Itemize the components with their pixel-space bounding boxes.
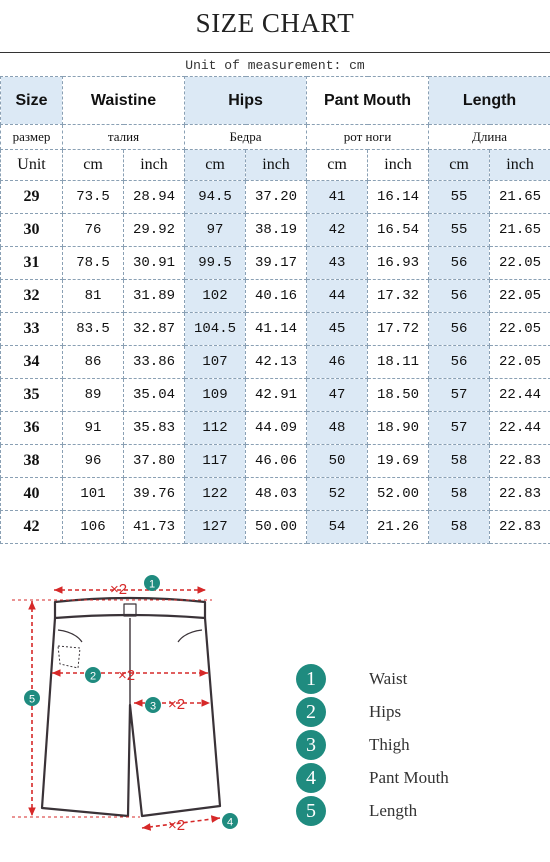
cell-length-cm: 55 (429, 214, 490, 247)
cell-waist-cm: 86 (63, 346, 124, 379)
cell-pant-mouth-inch: 16.54 (368, 214, 429, 247)
marker-2-label: 2 (89, 670, 97, 683)
cell-length-inch: 22.44 (490, 379, 550, 412)
legend-number-badge: 4 (296, 763, 326, 793)
unit-cm: cm (63, 150, 124, 181)
cell-waist-cm: 78.5 (63, 247, 124, 280)
cell-hips-cm: 107 (185, 346, 246, 379)
table-row (1, 247, 550, 280)
table-row (1, 280, 550, 313)
ru-header-waist: талия (63, 125, 185, 150)
cell-pant-mouth-cm: 52 (307, 478, 368, 511)
cell-waist-cm: 89 (63, 379, 124, 412)
cell-pant-mouth-cm: 44 (307, 280, 368, 313)
cell-hips-cm: 112 (185, 412, 246, 445)
cell-hips-inch: 39.17 (246, 247, 307, 280)
cell-waist-cm: 91 (63, 412, 124, 445)
header-length: Length (429, 77, 550, 125)
marker-5-label: 5 (28, 693, 36, 706)
cell-pant-mouth-cm: 45 (307, 313, 368, 346)
cell-length-cm: 57 (429, 379, 490, 412)
cell-waist-inch: 29.92 (124, 214, 185, 247)
cell-pant-mouth-inch: 21.26 (368, 511, 429, 544)
marker-4-label: 4 (226, 816, 234, 829)
table-row (1, 346, 550, 379)
cell-waist-inch: 30.91 (124, 247, 185, 280)
table-row (1, 511, 550, 544)
cell-waist-cm: 76 (63, 214, 124, 247)
cell-hips-cm: 109 (185, 379, 246, 412)
cell-hips-inch: 46.06 (246, 445, 307, 478)
hips-multiplier: ×2 (118, 667, 136, 684)
header-row (1, 77, 550, 125)
cell-waist-inch: 32.87 (124, 313, 185, 346)
cell-waist-cm: 83.5 (63, 313, 124, 346)
shorts-measurement-diagram (0, 560, 550, 860)
cell-waist-inch: 35.83 (124, 412, 185, 445)
cell-size: 33 (1, 313, 63, 346)
cell-hips-inch: 38.19 (246, 214, 307, 247)
table-row (1, 412, 550, 445)
cell-waist-inch: 37.80 (124, 445, 185, 478)
cell-hips-cm: 94.5 (185, 181, 246, 214)
unit-inch: inch (490, 150, 550, 181)
ru-header-hips: Бедра (185, 125, 307, 150)
ru-header-pant-mouth: рот ноги (307, 125, 429, 150)
cell-pant-mouth-inch: 18.11 (368, 346, 429, 379)
cell-pant-mouth-cm: 43 (307, 247, 368, 280)
cell-pant-mouth-inch: 16.14 (368, 181, 429, 214)
table-row (1, 313, 550, 346)
cell-length-cm: 55 (429, 181, 490, 214)
cell-size: 31 (1, 247, 63, 280)
cell-pant-mouth-inch: 16.93 (368, 247, 429, 280)
cell-length-cm: 56 (429, 313, 490, 346)
cell-length-inch: 22.05 (490, 313, 550, 346)
cell-pant-mouth-cm: 54 (307, 511, 368, 544)
cell-hips-inch: 48.03 (246, 478, 307, 511)
cell-hips-inch: 37.20 (246, 181, 307, 214)
cell-hips-inch: 50.00 (246, 511, 307, 544)
cell-hips-inch: 42.13 (246, 346, 307, 379)
cell-length-cm: 58 (429, 478, 490, 511)
cell-length-inch: 22.44 (490, 412, 550, 445)
cell-length-inch: 22.05 (490, 280, 550, 313)
marker-1-label: 1 (148, 578, 156, 591)
cell-pant-mouth-inch: 18.90 (368, 412, 429, 445)
cell-hips-cm: 127 (185, 511, 246, 544)
cell-pant-mouth-cm: 41 (307, 181, 368, 214)
cell-waist-cm: 96 (63, 445, 124, 478)
cell-hips-cm: 117 (185, 445, 246, 478)
cell-length-inch: 22.05 (490, 247, 550, 280)
legend-number-badge: 3 (296, 730, 326, 760)
cell-hips-inch: 40.16 (246, 280, 307, 313)
cell-pant-mouth-inch: 17.72 (368, 313, 429, 346)
cell-length-inch: 22.05 (490, 346, 550, 379)
legend-label: Hips (369, 702, 402, 721)
cell-length-inch: 22.83 (490, 511, 550, 544)
cell-length-cm: 56 (429, 280, 490, 313)
header-pant-mouth: Pant Mouth (307, 77, 429, 125)
cell-pant-mouth-cm: 48 (307, 412, 368, 445)
cell-hips-cm: 102 (185, 280, 246, 313)
cell-waist-inch: 28.94 (124, 181, 185, 214)
cell-hips-inch: 42.91 (246, 379, 307, 412)
cell-length-cm: 57 (429, 412, 490, 445)
cell-length-inch: 22.83 (490, 445, 550, 478)
unit-inch: inch (246, 150, 307, 181)
cell-waist-inch: 35.04 (124, 379, 185, 412)
cell-hips-inch: 41.14 (246, 313, 307, 346)
cell-size: 35 (1, 379, 63, 412)
cell-length-inch: 21.65 (490, 181, 550, 214)
table-row (1, 445, 550, 478)
cell-pant-mouth-cm: 46 (307, 346, 368, 379)
cell-pant-mouth-inch: 52.00 (368, 478, 429, 511)
cell-waist-inch: 41.73 (124, 511, 185, 544)
cell-size: 42 (1, 511, 63, 544)
cell-pant-mouth-cm: 50 (307, 445, 368, 478)
cell-waist-cm: 101 (63, 478, 124, 511)
legend-number-badge: 1 (296, 664, 326, 694)
ru-header-size: размер (1, 125, 63, 150)
unit-label: Unit (1, 150, 63, 181)
ru-header-length: Длина (429, 125, 550, 150)
cell-size: 30 (1, 214, 63, 247)
unit-cm: cm (429, 150, 490, 181)
table-row (1, 478, 550, 511)
legend-number-badge: 5 (296, 796, 326, 826)
legend-label: Length (369, 801, 418, 820)
cell-size: 40 (1, 478, 63, 511)
units-row (1, 150, 550, 181)
cell-length-inch: 21.65 (490, 214, 550, 247)
cell-pant-mouth-inch: 18.50 (368, 379, 429, 412)
pant-mouth-multiplier: ×2 (168, 817, 186, 834)
cell-hips-cm: 99.5 (185, 247, 246, 280)
cell-hips-inch: 44.09 (246, 412, 307, 445)
cell-waist-cm: 106 (63, 511, 124, 544)
cell-pant-mouth-cm: 42 (307, 214, 368, 247)
cell-hips-cm: 104.5 (185, 313, 246, 346)
cell-waist-inch: 31.89 (124, 280, 185, 313)
cell-waist-cm: 73.5 (63, 181, 124, 214)
cell-size: 34 (1, 346, 63, 379)
cell-pant-mouth-inch: 17.32 (368, 280, 429, 313)
unit-inch: inch (124, 150, 185, 181)
marker-3-label: 3 (149, 700, 157, 713)
cell-length-cm: 56 (429, 346, 490, 379)
legend-number-badge: 2 (296, 697, 326, 727)
shorts-outline (42, 598, 220, 816)
page-title: SIZE CHART (195, 8, 355, 38)
cell-size: 29 (1, 181, 63, 214)
cell-size: 36 (1, 412, 63, 445)
size-chart-table (0, 76, 550, 544)
header-hips: Hips (185, 77, 307, 125)
table-row (1, 181, 550, 214)
header-size: Size (1, 77, 63, 125)
russian-header-row (1, 125, 550, 150)
legend-label: Thigh (369, 735, 410, 754)
waist-multiplier: ×2 (110, 581, 128, 598)
unit-note: Unit of measurement: cm (185, 58, 365, 73)
cell-length-cm: 58 (429, 511, 490, 544)
unit-inch: inch (368, 150, 429, 181)
table-row (1, 379, 550, 412)
title-divider (0, 52, 550, 53)
cell-size: 32 (1, 280, 63, 313)
cell-waist-inch: 39.76 (124, 478, 185, 511)
cell-length-cm: 56 (429, 247, 490, 280)
cell-size: 38 (1, 445, 63, 478)
unit-cm: cm (307, 150, 368, 181)
cell-hips-cm: 97 (185, 214, 246, 247)
cell-hips-cm: 122 (185, 478, 246, 511)
thigh-multiplier: ×2 (168, 696, 186, 713)
cell-pant-mouth-inch: 19.69 (368, 445, 429, 478)
cell-waist-inch: 33.86 (124, 346, 185, 379)
unit-cm: cm (185, 150, 246, 181)
cell-waist-cm: 81 (63, 280, 124, 313)
cell-pant-mouth-cm: 47 (307, 379, 368, 412)
table-row (1, 214, 550, 247)
header-waist: Waistine (63, 77, 185, 125)
cell-length-cm: 58 (429, 445, 490, 478)
cell-length-inch: 22.83 (490, 478, 550, 511)
legend-label: Waist (369, 669, 408, 688)
legend-label: Pant Mouth (369, 768, 449, 787)
